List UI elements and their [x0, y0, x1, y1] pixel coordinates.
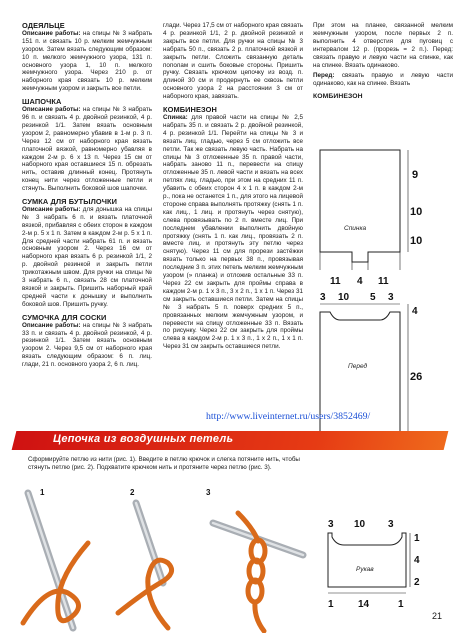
watermark-url[interactable]: http://www.liveinternet.ru/users/3852469/	[206, 411, 371, 422]
page-number: 21	[432, 611, 443, 621]
section-text	[22, 322, 152, 369]
dim-label: 3	[388, 292, 394, 303]
section-title: ОДЕЯЛЬЦЕ	[22, 21, 65, 30]
section-lead: Описание работы:	[22, 29, 81, 37]
column-left	[22, 22, 152, 374]
front-outline	[320, 312, 400, 442]
dim-label: 9	[412, 169, 419, 181]
section-text	[22, 106, 152, 193]
front-text	[313, 72, 453, 88]
section-pacifier-bag	[22, 314, 152, 369]
dim-label: 2	[414, 577, 420, 588]
dim-label: 10	[354, 519, 366, 530]
front-label: Перед	[348, 363, 368, 370]
continued-text: При этом на планке, связанной мелким жемчужным узором, после первых 2 п. выполнить 4 отверстия для пуговиц с интервалом 12 р. (прорезь = 2 п.). Перед: связать правую и левую части на спинке, как на спинке. Вязать одинаково.	[313, 22, 453, 69]
section-lead: Описание работы:	[22, 205, 81, 213]
dim-label: 4	[357, 276, 363, 287]
section-title: ШАПОЧКА	[22, 97, 62, 107]
sleeve-outline	[328, 533, 406, 587]
section-title: КОМБИНЕЗОН	[163, 105, 217, 115]
section-text	[163, 114, 303, 351]
column-middle	[163, 22, 303, 356]
section-title: СУМОЧКА ДЛЯ СОСКИ	[22, 312, 107, 322]
section-body: для правой части на спицы № 2,5 набрать 35 п. и связать 2 р. двойной резинкой, 4 р. резинкой 1/1. Перейти на спицы № 3 и вязать лиц. гладью, через 5 см отложить все петли. Так же связать левую часть. Набрать на спицы № 3 отложенные 35 п. правой части, набрать заново 11 п., перевести на спицу отложенные 35 п. левой части и вязать на всех петлях лиц. гладью, при этом на средних 11 п. убавить с обеих сторон 4 х 1 п. в каждом 2-м р., пока не останется 1 п., для этого на лицевой стороне справа выполнять протяжку (снять 1 п. как лиц., 1 лиц. и протянуть через снятую), слева провязывать по 2 п. вместе лиц. При последнем убавлении выполнить двойную протяжку (снять 1 п. как лиц., провязать 2 п. вместе лиц. и протянуть эту петлю через снятую). Через 11 см для прорези застёжки вязать только на первых 38 п., провязывая последние 3 п. этих петель мелким жемчужным узором (» планка) и отложив остальные 33 п. Через 22 см закрыть для проймы справа в каждом 2-м р. 1 х 3 п., 3 х 2 п., 1 х 1 п. Через 31 см закрыть оставшиеся петли. Затем на спицы № 3 набрать 5 п. поверх средних 5 п., провязанных мелким жемчужным узором, и перевести на спицу отложенные 33 п. Вязать по рисунку. Через 22 см закрыть для проймы слева в каждом 2-м р. 1 х 3 п., 1 х 2 п., 1 х 1 п. Через 31 см закрыть оставшиеся петли.	[163, 113, 303, 351]
section-blanket	[22, 22, 152, 93]
banner-title: Цепочка из воздушных петель	[53, 433, 234, 445]
dim-label: 1	[414, 533, 420, 544]
column-right	[313, 22, 453, 101]
dim-label: 10	[410, 206, 423, 218]
dim-label: 5	[370, 292, 376, 303]
diagram-title: КОМБИНЕЗОН	[313, 93, 363, 101]
dim-label: 11	[330, 276, 341, 287]
figure-number: 3	[206, 488, 211, 497]
section-body: связать правую и левую части одинаково, как на спинке. Вязать	[313, 72, 453, 88]
sleeve-label: Рукав	[356, 566, 374, 573]
dim-label: 10	[410, 235, 423, 247]
section-text	[22, 206, 152, 309]
section-body: на спицы № 3 набрать 96 п. и связать 4 р. двойной резинкой, 4 р. резинкой 1/1. Затем вязать основным узором 2, равномерно убавив в 1-м р. 3 п. Через 12 см от наборного края вязать платочной вязкой, равномерно убавляя в каждом 2-м р. 6 х 13 п. Через 15 см от наборного края оставшиеся 15 п. обрезать нить, оставив длинный конец. Протянуть конец нити через отложенные петли и стянуть. Выполнить боковой шов шапочки.	[22, 106, 152, 193]
section-lead: Описание работы:	[22, 321, 81, 329]
figure-number: 2	[130, 488, 135, 497]
yarn-loop-icon	[118, 560, 172, 628]
dim-label: 1	[328, 599, 334, 610]
section-lead: Описание работы:	[22, 106, 81, 114]
front-pattern-diagram	[300, 290, 450, 450]
section-lead: Перед:	[313, 72, 335, 80]
dim-label: 3	[328, 519, 334, 530]
dim-label: 14	[358, 599, 370, 610]
dim-label: 26	[410, 371, 423, 383]
dim-label: 11	[378, 276, 389, 287]
back-outline	[320, 150, 400, 262]
section-hat	[22, 98, 152, 193]
section-body: для донышка на спицы № 3 набрать 6 п. и вязать платочной вязкой, прибавляя с обеих сторон в каждом 2-м р. 5 х 1 п. Затем в каждом 2-м р. 5 х 1 п. Для средней части набрать 61 п. и вязать основным узором 2. Через 16 см от наборного края вязать 6 р. резинкой 1/1, 2 р. двойной резинкой и закрыть петли трикотажным швом. Для ручки на спицы № 3 набрать 6 п., связать 28 см платочной вязкой и закрыть. Пришить наборный край средней части к донышку и выполнить боковой шов. Пришить ручку.	[22, 205, 152, 308]
dim-label: 4	[414, 555, 420, 566]
dim-label: 4	[412, 306, 418, 317]
section-lead: Спинка:	[163, 113, 188, 121]
figure-number: 1	[40, 488, 45, 497]
dim-label: 3	[320, 292, 326, 303]
section-body: на спицы № 3 набрать 151 п. и связать 10 р. мелким жемчужным узором. Затем вязать следующим образом: 10 п. мелкого жемчужного узора, 131 п. основного узора 1, 10 п. мелкого жемчужного узора. Через 210 р. от наборного края связать 10 р. мелким жемчужным узором и закрыть все петли.	[22, 29, 152, 93]
sleeve-pattern-diagram	[318, 515, 448, 615]
section-text	[22, 30, 152, 93]
dim-label: 3	[388, 519, 394, 530]
section-title: СУМКА ДЛЯ БУТЫЛОЧКИ	[22, 197, 118, 207]
dim-label: 1	[398, 599, 404, 610]
crochet-illustrations	[18, 483, 308, 633]
continued-text: глади. Через 17,5 см от наборного края связать 4 р. резинкой 1/1, 2 р. двойной резинкой и закрыть все петли. Для ручки на спицы № 3 набрать 50 п., связать 2 р. платочной вязкой и закрыть петли. Сложить связанную деталь пополам и сшить боковые стороны. Пришить ручку. Связать крючком цепочку из возд. п. длиной 30 см и продернуть ее сквозь петли основного узора 2 на расстоянии 3 см от наборного края, завязать.	[163, 22, 303, 101]
back-label: Спинка	[344, 225, 367, 232]
dim-label: 10	[338, 292, 350, 303]
back-pattern-diagram	[300, 140, 450, 290]
chain-instructions: Сформируйте петлю из нити (рис. 1). Введите в петлю крючок и слегка потяните нить, чтобы стянуть петлю (рис. 2). Подхватите крючком нить и протяните через петлю (рис. 3).	[28, 456, 300, 471]
section-bottle-bag	[22, 198, 152, 309]
section-jumpsuit	[163, 106, 303, 351]
section-body: на спицы № 3 набрать 33 п. и связать 4 р. двойной резинкой, 4 р. резинкой 1/1. Затем вязать основным узором 2. Через 9,5 см от наборного края вязать следующим образом: 6 п. лиц. глади, 21 п. основного узора 2, 6 п. лиц.	[22, 321, 152, 369]
